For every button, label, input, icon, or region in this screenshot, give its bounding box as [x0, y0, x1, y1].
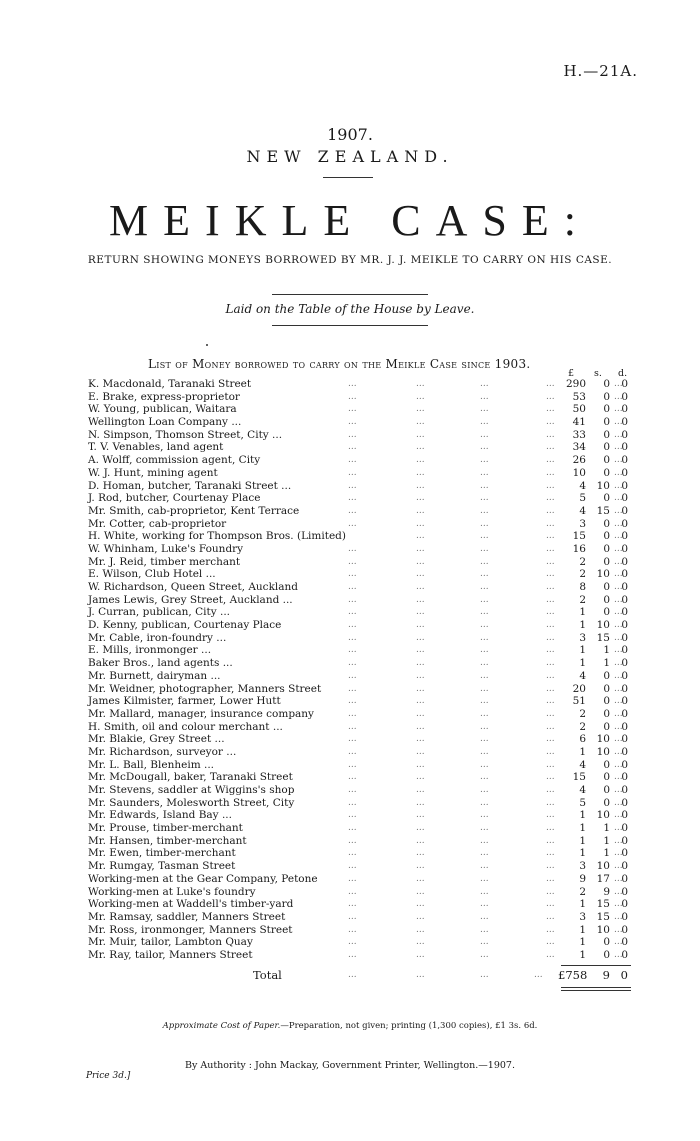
shillings-value: 0	[603, 492, 610, 505]
pence-value: 0	[621, 910, 628, 923]
lender-name: N. Simpson, Thomson Street, City ...	[88, 428, 283, 441]
shillings-value: 0	[603, 771, 610, 784]
pounds-value: 10	[572, 466, 586, 479]
pence-value: 0	[621, 707, 628, 720]
cost-text: —Preparation, not given; printing (1,300 copies), £1 3s. 6d.	[280, 1021, 538, 1031]
shillings-value: 0	[603, 416, 610, 429]
table-row: James Lewis, Grey Street, Auckland ... ... ... ... ... ... 2 0 0	[88, 593, 628, 606]
lender-name: Mr. Cable, iron-foundry ...	[88, 631, 227, 644]
table-row: Mr. Smith, cab-proprietor, Kent Terrace ... ... ... ... ... 4 15 0	[88, 504, 628, 517]
lender-name: J. Rod, butcher, Courtenay Place	[88, 492, 261, 505]
lender-name: Mr. Muir, tailor, Lambton Quay	[88, 936, 253, 949]
lender-name: E. Wilson, Club Hotel ...	[88, 568, 216, 581]
shillings-value: 10	[596, 568, 610, 581]
table-row: Working-men at Luke's foundry ... ... ... ... ... 2 9 0	[88, 885, 628, 898]
pence-value: 0	[621, 378, 628, 390]
table-row: Mr. Stevens, saddler at Wiggins's shop ... ... ... ... ... 4 0 0	[88, 784, 628, 796]
pence-value: 0	[621, 466, 628, 479]
pence-value: 0	[621, 428, 628, 441]
lender-name: W. J. Hunt, mining agent	[88, 466, 218, 479]
shillings-value: 10	[596, 479, 610, 492]
shillings-value: 15	[596, 631, 610, 644]
lender-name: Baker Bros., land agents ...	[88, 657, 233, 670]
shillings-value: 0	[603, 441, 610, 454]
pence-value: 0	[621, 644, 628, 657]
shillings-value: 0	[603, 466, 610, 479]
pence-value: 0	[621, 847, 628, 860]
table-row: Mr. L. Ball, Blenheim ... ... ... ... ... ... 4 0 0	[88, 758, 628, 771]
shillings-value: 1	[603, 847, 610, 860]
pounds-value: 9	[579, 872, 586, 885]
pence-value: 0	[621, 441, 628, 454]
pounds-value: 1	[579, 948, 586, 961]
pence-value: 0	[621, 479, 628, 492]
pence-value: 0	[621, 745, 628, 758]
table-row: Mr. Richardson, surveyor ... ... ... ... ... ... 1 10 0	[88, 745, 628, 758]
table-row: E. Mills, ironmonger ... ... ... ... ... ... 1 1 0	[88, 644, 628, 657]
list-title-text: List of Money borrowed to carry on the Meikle Case since	[148, 357, 491, 371]
pounds-value: 2	[579, 593, 586, 606]
table-row: H. Smith, oil and colour merchant ... ... ... ... ... ... 2 0 0	[88, 720, 628, 733]
pounds-value: 4	[579, 758, 586, 771]
main-title: MEIKLE CASE:	[109, 196, 591, 245]
shillings-value: 0	[603, 758, 610, 771]
lender-name: T. V. Venables, land agent	[88, 441, 224, 454]
table-row: J. Rod, butcher, Courtenay Place ... ... ... ... ... 5 0 0	[88, 492, 628, 505]
table-row: Mr. Ross, ironmonger, Manners Street ... ... ... ... ... 1 10 0	[88, 923, 628, 936]
pounds-value: 34	[572, 441, 586, 454]
shillings-value: 10	[596, 860, 610, 873]
lender-name: J. Curran, publican, City ...	[88, 606, 230, 619]
pence-value: 0	[621, 885, 628, 898]
table-row: H. White, working for Thompson Bros. (Limited) ... ... ... ... 15 0 0	[88, 530, 628, 543]
shillings-value: 0	[603, 454, 610, 467]
pounds-value: 1	[579, 834, 586, 847]
table-row: Mr. Weidner, photographer, Manners Street ... ... ... ... ... 20 0 0	[88, 682, 628, 695]
laid-on-table-note: Laid on the Table of the House by Leave.	[225, 302, 475, 316]
table-row: T. V. Venables, land agent ... ... ... ... ... 34 0 0	[88, 441, 628, 454]
shillings-value: 0	[603, 593, 610, 606]
pence-header: d.	[618, 368, 628, 379]
pounds-value: 4	[579, 784, 586, 796]
pence-value: 0	[621, 454, 628, 467]
pence-value: 0	[621, 758, 628, 771]
table-row: Working-men at Waddell's timber-yard ... ... ... ... ... 1 15 0	[88, 898, 628, 911]
table-row: Mr. Cable, iron-foundry ... ... ... ... ... ... 3 15 0	[88, 631, 628, 644]
table-row: Mr. Prouse, timber-merchant ... ... ... ... ... 1 1 0	[88, 822, 628, 835]
lender-name: Mr. Prouse, timber-merchant	[88, 822, 243, 835]
divider	[323, 177, 373, 178]
lender-name: Mr. Rumgay, Tasman Street	[88, 860, 236, 873]
total-rule	[561, 987, 631, 988]
lender-name: W. Richardson, Queen Street, Auckland	[88, 581, 299, 593]
shillings-value: 0	[603, 517, 610, 530]
table-row: Mr. Rumgay, Tasman Street ... ... ... ... ... 3 10 0	[88, 860, 628, 873]
lender-name: Mr. Ross, ironmonger, Manners Street	[88, 923, 293, 936]
document-code: H.—21A.	[563, 62, 638, 80]
lender-name: Mr. Blakie, Grey Street ...	[88, 733, 225, 746]
shillings-value: 0	[603, 707, 610, 720]
pence-value: 0	[621, 860, 628, 873]
lender-name: Working-men at the Gear Company, Petone	[88, 872, 318, 885]
shillings-value: 0	[603, 390, 610, 403]
table-row: W. J. Hunt, mining agent ... ... ... ... ... 10 0 0	[88, 466, 628, 479]
shillings-value: 0	[603, 606, 610, 619]
table-row: Mr. Muir, tailor, Lambton Quay ... ... ... ... ... 1 0 0	[88, 936, 628, 949]
shillings-value: 1	[603, 657, 610, 670]
lender-name: Mr. Hansen, timber-merchant	[88, 834, 247, 847]
pence-value: 0	[621, 403, 628, 416]
pence-value: 0	[621, 619, 628, 632]
total-shillings: 9	[602, 968, 610, 982]
table-row: Mr. Mallard, manager, insurance company ... ... ... ... ... 2 0 0	[88, 707, 628, 720]
shillings-value: 0	[603, 542, 610, 555]
table-row: W. Whinham, Luke's Foundry ... ... ... ... ... 16 0 0	[88, 542, 628, 555]
pounds-value: 1	[579, 822, 586, 835]
pence-value: 0	[621, 784, 628, 796]
pounds-value: 26	[572, 454, 586, 467]
table-row: Mr. Blakie, Grey Street ... ... ... ... ... ... 6 10 0	[88, 733, 628, 746]
pence-value: 0	[621, 390, 628, 403]
table-row: Baker Bros., land agents ... ... ... ... ... ... 1 1 0	[88, 657, 628, 670]
pounds-value: 3	[579, 631, 586, 644]
pence-value: 0	[621, 530, 628, 543]
shillings-value: 1	[603, 822, 610, 835]
pence-value: 0	[621, 542, 628, 555]
lender-name: K. Macdonald, Taranaki Street	[88, 378, 252, 390]
country-title: NEW ZEALAND.	[246, 147, 454, 166]
pounds-value: 3	[579, 860, 586, 873]
pounds-value: 53	[572, 390, 586, 403]
table-row: Mr. Cotter, cab-proprietor ... ... ... ... ... 3 0 0	[88, 517, 628, 530]
table-row: Mr. McDougall, baker, Taranaki Street ... ... ... ... ... 15 0 0	[88, 771, 628, 784]
pounds-value: 1	[579, 657, 586, 670]
shillings-value: 0	[603, 530, 610, 543]
cost-note	[0, 1021, 700, 1031]
pounds-value: 2	[579, 568, 586, 581]
table-row: N. Simpson, Thomson Street, City ... ... ... ... ... ... 33 0 0	[88, 428, 628, 441]
shillings-value: 0	[603, 796, 610, 809]
pence-value: 0	[621, 555, 628, 568]
table-row: J. Curran, publican, City ... ... ... ... ... ... 1 0 0	[88, 606, 628, 619]
pounds-value: 2	[579, 707, 586, 720]
shillings-value: 10	[596, 619, 610, 632]
table-row: Mr. Saunders, Molesworth Street, City ... ... ... ... ... 5 0 0	[88, 796, 628, 809]
table-row: Mr. Hansen, timber-merchant ... ... ... ... ... 1 1 0	[88, 834, 628, 847]
pence-value: 0	[621, 834, 628, 847]
pounds-value: 1	[579, 644, 586, 657]
table-row: Mr. J. Reid, timber merchant ... ... ... ... ... 2 0 0	[88, 555, 628, 568]
table-row: E. Brake, express-proprietor ... ... ... ... ... 53 0 0	[88, 390, 628, 403]
pounds-value: 15	[572, 530, 586, 543]
list-title	[148, 357, 531, 371]
pounds-value: 1	[579, 606, 586, 619]
pounds-value: 1	[579, 936, 586, 949]
pounds-value: 2	[579, 885, 586, 898]
shillings-value: 17	[596, 872, 610, 885]
total-label: Total	[253, 968, 282, 982]
lender-name: E. Brake, express-proprietor	[88, 390, 240, 403]
shillings-value: 15	[596, 504, 610, 517]
lender-name: Mr. Burnett, dairyman ...	[88, 669, 221, 682]
pence-value: 0	[621, 657, 628, 670]
pence-value: 0	[621, 631, 628, 644]
table-row: Mr. Edwards, Island Bay ... ... ... ... ... ... 1 10 0	[88, 809, 628, 822]
lender-list	[88, 378, 633, 962]
lender-name: Mr. L. Ball, Blenheim ...	[88, 758, 214, 771]
shillings-value: 0	[603, 948, 610, 961]
table-row: Mr. Ramsay, saddler, Manners Street ... ... ... ... ... 3 15 0	[88, 910, 628, 923]
lender-name: Mr. J. Reid, timber merchant	[88, 555, 241, 568]
lender-name: H. Smith, oil and colour merchant ...	[88, 720, 283, 733]
pence-value: 0	[621, 606, 628, 619]
total-pounds: £758	[558, 968, 588, 982]
pounds-value: 50	[572, 403, 586, 416]
shillings-value: 0	[603, 784, 610, 796]
shillings-value: 0	[603, 403, 610, 416]
pence-value: 0	[621, 936, 628, 949]
lender-name: H. White, working for Thompson Bros. (Limited)	[88, 530, 346, 543]
pounds-value: 3	[579, 517, 586, 530]
lender-name: Mr. Cotter, cab-proprietor	[88, 517, 227, 530]
lender-name: Mr. Richardson, surveyor ...	[88, 745, 237, 758]
list-title-year: 1903.	[494, 357, 531, 371]
total-row: Total ... ... ... ... £758 9 0	[253, 968, 628, 982]
cost-label: Approximate Cost of Paper.	[162, 1021, 281, 1031]
pounds-value: 15	[572, 771, 586, 784]
pence-value: 0	[621, 923, 628, 936]
pounds-value: 1	[579, 745, 586, 758]
pounds-value: 4	[579, 504, 586, 517]
lender-name: Mr. Ray, tailor, Manners Street	[88, 948, 253, 961]
shillings-value: 10	[596, 809, 610, 822]
table-row: E. Wilson, Club Hotel ... ... ... ... ... ... 2 10 0	[88, 568, 628, 581]
shillings-value: 0	[603, 581, 610, 593]
shillings-value: 10	[596, 745, 610, 758]
lender-name: A. Wolff, commission agent, City	[88, 454, 261, 467]
shillings-value: 0	[603, 936, 610, 949]
table-row: D. Kenny, publican, Courtenay Place ... ... ... ... ... 1 10 0	[88, 619, 628, 632]
pence-value: 0	[621, 568, 628, 581]
pence-value: 0	[621, 695, 628, 708]
shillings-value: 1	[603, 644, 610, 657]
shillings-value: 1	[603, 834, 610, 847]
pence-value: 0	[621, 720, 628, 733]
lender-name: D. Homan, butcher, Taranaki Street ...	[88, 479, 292, 492]
table-row: D. Homan, butcher, Taranaki Street ... ... ... ... ... ... 4 10 0	[88, 479, 628, 492]
lender-name: W. Young, publican, Waitara	[88, 403, 237, 416]
shillings-header: s.	[594, 368, 602, 379]
lender-name: Mr. Smith, cab-proprietor, Kent Terrace	[88, 504, 300, 517]
pence-value: 0	[621, 581, 628, 593]
decorative-dot	[206, 344, 208, 346]
table-row: Mr. Ewen, timber-merchant ... ... ... ... ... 1 1 0	[88, 847, 628, 860]
pence-value: 0	[621, 416, 628, 429]
pence-value: 0	[621, 948, 628, 961]
shillings-value: 0	[603, 669, 610, 682]
pounds-value: 20	[572, 682, 586, 695]
year: 1907.	[327, 125, 373, 144]
pounds-value: 16	[572, 542, 586, 555]
shillings-value: 0	[603, 682, 610, 695]
pence-value: 0	[621, 809, 628, 822]
lender-name: Mr. Saunders, Molesworth Street, City	[88, 796, 295, 809]
pounds-value: 51	[572, 695, 586, 708]
pence-value: 0	[621, 593, 628, 606]
table-row: Mr. Ray, tailor, Manners Street ... ... ... ... ... 1 0 0	[88, 948, 628, 961]
pounds-value: 8	[579, 581, 586, 593]
shillings-value: 9	[603, 885, 610, 898]
pence-value: 0	[621, 669, 628, 682]
printer-line: By Authority : John Mackay, Government Printer, Wellington.—1907.	[185, 1060, 515, 1071]
table-row: K. Macdonald, Taranaki Street ... ... ... ... ... 290 0 0	[88, 378, 628, 390]
lender-name: Mr. Ramsay, saddler, Manners Street	[88, 910, 286, 923]
pence-value: 0	[621, 872, 628, 885]
shillings-value: 0	[603, 428, 610, 441]
lender-name: James Kilmister, farmer, Lower Hutt	[88, 695, 281, 708]
lender-name: Mr. Edwards, Island Bay ...	[88, 809, 232, 822]
lender-name: Mr. McDougall, baker, Taranaki Street	[88, 771, 293, 784]
divider	[272, 325, 428, 326]
total-rule	[561, 990, 631, 991]
table-row: Working-men at the Gear Company, Petone ... ... ... ... ... 9 17 0	[88, 872, 628, 885]
lender-name: Working-men at Luke's foundry	[88, 885, 256, 898]
pounds-value: 3	[579, 910, 586, 923]
pence-value: 0	[621, 898, 628, 911]
pounds-value: 1	[579, 809, 586, 822]
shillings-value: 0	[603, 720, 610, 733]
pence-value: 0	[621, 492, 628, 505]
pence-value: 0	[621, 733, 628, 746]
divider	[272, 294, 428, 295]
lender-name: D. Kenny, publican, Courtenay Place	[88, 619, 282, 632]
pounds-value: 6	[579, 733, 586, 746]
pence-value: 0	[621, 796, 628, 809]
lender-name: Wellington Loan Company ...	[88, 416, 242, 429]
total-rule	[561, 965, 631, 966]
shillings-value: 0	[603, 378, 610, 390]
lender-name: Mr. Ewen, timber-merchant	[88, 847, 236, 860]
pounds-value: 41	[572, 416, 586, 429]
table-row: Mr. Burnett, dairyman ... ... ... ... ... ... 4 0 0	[88, 669, 628, 682]
pence-value: 0	[621, 517, 628, 530]
lender-name: Mr. Mallard, manager, insurance company	[88, 707, 314, 720]
pounds-value: 2	[579, 555, 586, 568]
shillings-value: 0	[603, 555, 610, 568]
lender-name: E. Mills, ironmonger ...	[88, 644, 212, 657]
table-row: James Kilmister, farmer, Lower Hutt ... ... ... ... ... 51 0 0	[88, 695, 628, 708]
pounds-value: 4	[579, 479, 586, 492]
shillings-value: 15	[596, 910, 610, 923]
pounds-value: 5	[579, 796, 586, 809]
pounds-value: 5	[579, 492, 586, 505]
subtitle: RETURN SHOWING MONEYS BORROWED BY MR. J. J. MEIKLE TO CARRY ON HIS CASE.	[87, 254, 613, 266]
pounds-value: 1	[579, 898, 586, 911]
pounds-value: 1	[579, 923, 586, 936]
pence-value: 0	[621, 504, 628, 517]
lender-name: W. Whinham, Luke's Foundry	[88, 542, 244, 555]
pounds-value: 4	[579, 669, 586, 682]
lender-name: Working-men at Waddell's timber-yard	[88, 898, 294, 911]
shillings-value: 10	[596, 733, 610, 746]
pence-value: 0	[621, 682, 628, 695]
pounds-value: 33	[572, 428, 586, 441]
table-row: W. Richardson, Queen Street, Auckland ... ... ... ... ... 8 0 0	[88, 581, 628, 593]
pence-value: 0	[621, 771, 628, 784]
table-row: A. Wolff, commission agent, City ... ... ... ... ... 26 0 0	[88, 454, 628, 467]
shillings-value: 0	[603, 695, 610, 708]
pounds-value: 2	[579, 720, 586, 733]
price: Price 3d.]	[86, 1071, 131, 1081]
table-row: Wellington Loan Company ... ... ... ... ... ... 41 0 0	[88, 416, 628, 429]
pounds-value: 1	[579, 619, 586, 632]
pounds-value: 1	[579, 847, 586, 860]
lender-name: James Lewis, Grey Street, Auckland ...	[88, 593, 293, 606]
pounds-value: 290	[565, 378, 586, 390]
table-row: W. Young, publican, Waitara ... ... ... ... ... 50 0 0	[88, 403, 628, 416]
pence-value: 0	[621, 822, 628, 835]
shillings-value: 10	[596, 923, 610, 936]
total-pence: 0	[620, 968, 628, 982]
lender-name: Mr. Weidner, photographer, Manners Street	[88, 682, 322, 695]
pounds-header: £	[568, 368, 575, 379]
shillings-value: 15	[596, 898, 610, 911]
lender-name: Mr. Stevens, saddler at Wiggins's shop	[88, 784, 295, 796]
